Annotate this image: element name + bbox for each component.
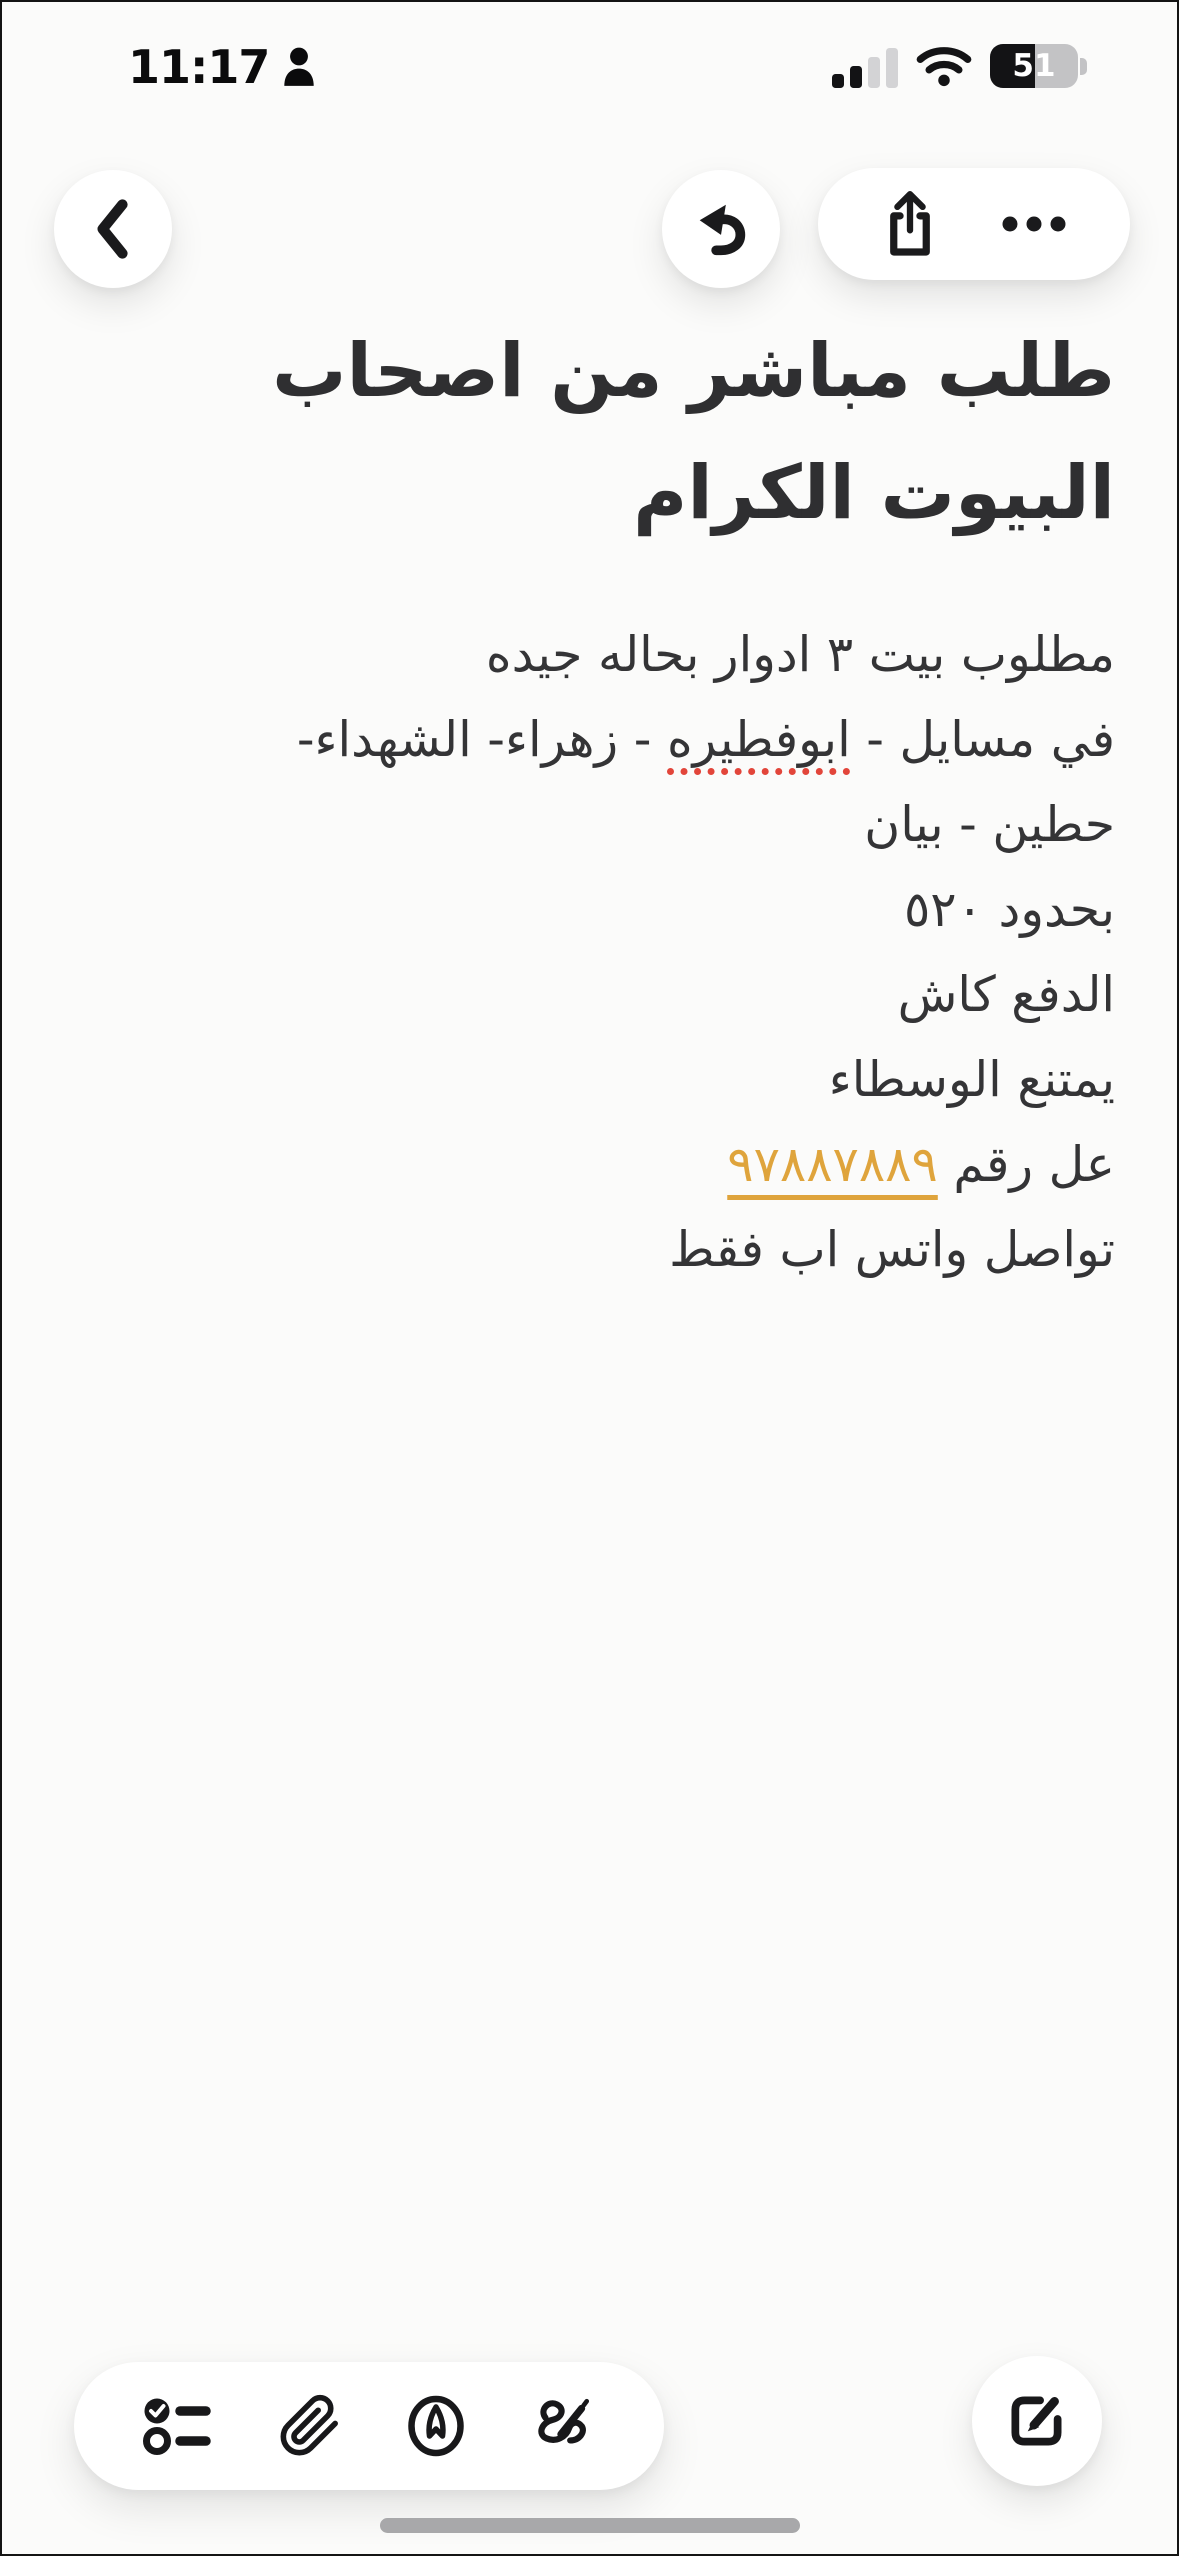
scribble-pencil-icon (530, 2393, 596, 2459)
note-line (64, 697, 1115, 782)
note-line: يمتنع الوسطاء (828, 1051, 1115, 1108)
clock: 11:17 (128, 40, 270, 94)
checklist-icon (142, 2395, 216, 2457)
cellular-signal-icon (832, 44, 898, 88)
ellipsis-icon (1001, 215, 1067, 233)
checklist-button[interactable] (142, 2395, 216, 2457)
markup-button[interactable] (404, 2393, 468, 2459)
phone-number-link[interactable]: ٩٧٨٨٧٨٨٩ (727, 1136, 938, 1193)
actions-pill (818, 168, 1130, 280)
note-text: - زهراء- الشهداء- (296, 711, 667, 768)
note-title-line-1: طلب مباشر من اصحاب (272, 328, 1115, 414)
person-icon (281, 46, 317, 88)
status-right-cluster (832, 44, 1087, 88)
note-body (64, 612, 1115, 1292)
more-button[interactable] (1001, 215, 1067, 233)
battery-icon (990, 44, 1087, 88)
home-indicator[interactable] (380, 2518, 800, 2533)
note-line (64, 1122, 1115, 1207)
scribble-button[interactable] (530, 2393, 596, 2459)
note-editor[interactable] (64, 310, 1115, 1292)
attachment-button[interactable] (278, 2394, 342, 2458)
undo-button[interactable] (662, 170, 780, 288)
battery-percent: 51 (1012, 48, 1056, 84)
undo-icon (690, 198, 752, 260)
misspelled-word[interactable]: ابوفطيره (667, 711, 851, 768)
pen-nib-circle-icon (404, 2393, 468, 2459)
battery-nub (1080, 58, 1087, 75)
note-line: حطين - بيان (864, 796, 1115, 853)
compose-button[interactable] (972, 2356, 1102, 2486)
note-title-line-2: البيوت الكرام (633, 450, 1115, 536)
note-title (64, 310, 1115, 554)
compose-icon (1004, 2388, 1070, 2454)
back-button[interactable] (54, 170, 172, 288)
note-line: الدفع كاش (897, 966, 1115, 1023)
note-text: في مسايل - (850, 711, 1115, 768)
note-line: بحدود ٥٢٠ (903, 881, 1115, 938)
chevron-left-icon (92, 197, 134, 261)
note-text: عل رقم (937, 1136, 1115, 1193)
share-icon (881, 187, 939, 261)
paperclip-icon (278, 2394, 342, 2458)
note-line: تواصل واتس اب فقط (669, 1221, 1115, 1278)
note-line: مطلوب بيت ٣ ادوار بحاله جيده (485, 626, 1115, 683)
status-bar (0, 34, 1179, 98)
share-button[interactable] (881, 187, 939, 261)
wifi-icon (916, 45, 972, 87)
status-left-cluster (128, 40, 317, 94)
note-toolbar (74, 2362, 664, 2490)
